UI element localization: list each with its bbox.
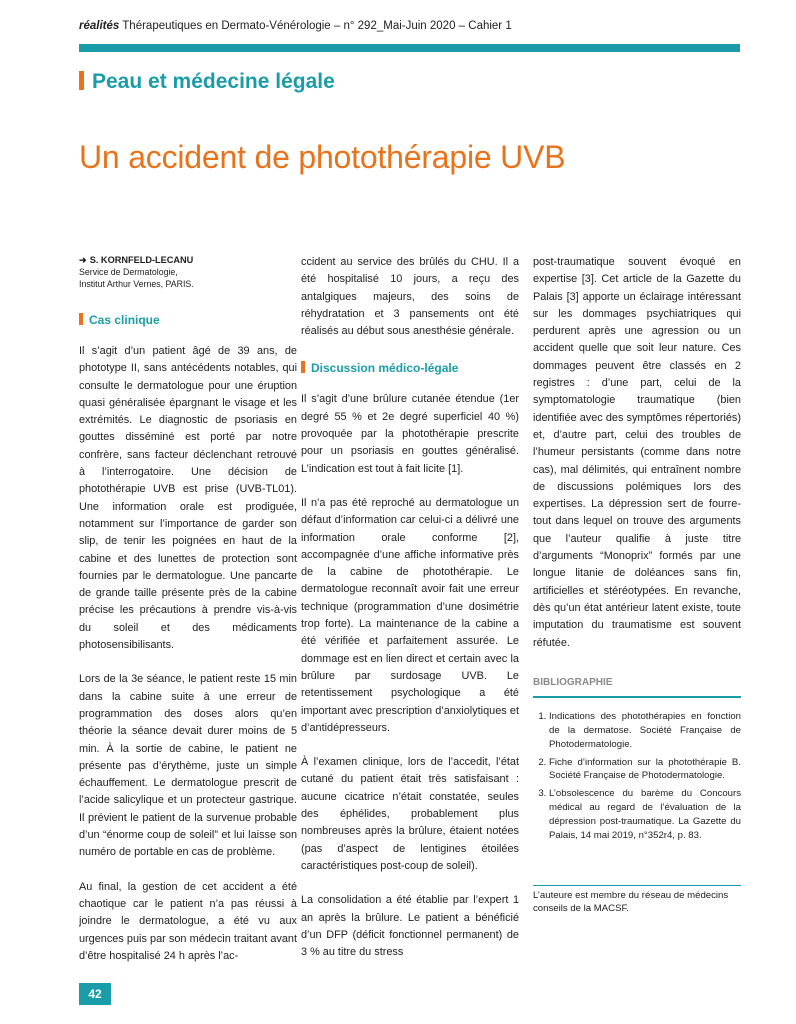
section-heading-discussion [301, 360, 519, 377]
column-3-spacer: post-traumatique souvent évoqué en expertise [3]. Cet article de la Gazette du Palais [3] apporte un éclairage intéressant sur les dommages psychiatriques qui perdurent après une agression ou un accident quelle que soit leur nature. Ces dommages peuvent être classés en 2 registres : d’une part, celui de la symptomatologie traumatique (bien identifiée avec des symptômes répertoriés) et, d’autre part, celui des troubles de l’humeur persistants (comme dans notre cas), mal délimités, qui entraînent nombre de discussions polémiques lors des expertises. La dépression sert de fourre-tout dans lequel on trouve des arguments que l’auteur qualifie à juste titre d’arguments “Monoprix” formés par une longue litanie de doléances sans fin, artificielles et stéréotypées. En revanche, dès qu’un état antérieur latent existe, toute imputation du traumatisme est souvent réfutée. [533, 256, 741, 649]
paragraph: Il s’agit d’un patient âgé de 39 ans, de phototype II, sans antécédents notables, qui consulte le dermatologue pour une éruption quasi généralisée épargnant le visage et les extrémités. Le diagnostic de psoriasis en gouttes disséminé est porté par notre confrère, sans facteur déclenchant retrouvé à l’interrogatoire. Une décision de photothérapie UVB est prise (UVB-TL01). Une information orale est prodiguée, notamment sur l’importance de garder son slip, de tenir les poignées en haut de la cabine et des lunettes de protection sont fournies par le dermatologue. Une pancarte de grande taille présente près de la cabine précise les précautions à prendre vis-à-vis du soleil et des médicaments photosensibilisants. [79, 345, 297, 652]
column-1 [79, 254, 297, 982]
paragraph: Lors de la 3e séance, le patient reste 15 min dans la cabine suite à une erreur de programmation des doses alors qu’en théorie la séance devait durer moins de 5 min. À la sortie de cabine, le patient ne présente pas d’érythème, juste un simple échauffement. Le dermatologue prescrit de l’acide salicylique et un protecteur gastrique. Il prévient le patient de la survenue probable d’un “énorme coup de soleil” et lui laisse son numéro de portable en cas de problème. [79, 673, 297, 859]
running-header [79, 20, 512, 32]
orange-square-icon [301, 361, 305, 373]
author [79, 254, 297, 266]
header-rule [79, 44, 740, 52]
paragraph: Au final, la gestion de cet accident a été chaotique car le patient n’a pas réussi à joindre le dermatologue, a été vu aux urgences puis par son médecin traitant avant d’être hospitalisé 24 h après l’ac- [79, 880, 297, 962]
author-footnote: L’auteure est membre du réseau de médecins conseils de la MACSF. [533, 885, 741, 915]
author-affiliation [79, 266, 297, 290]
arrow-right-icon: ➜ [79, 255, 87, 265]
rubric-heading [79, 70, 335, 94]
journal-issue: Thérapeutiques en Dermato-Vénérologie – n° 292_Mai-Juin 2020 – Cahier 1 [122, 20, 512, 32]
section-heading-label: Discussion médico-légale [311, 361, 459, 376]
column-3 [533, 254, 741, 846]
article-title: Un accident de photothérapie UVB [79, 139, 566, 175]
bibliography-heading: BIBLIOGRAPHIE [533, 674, 741, 698]
bibliography [533, 674, 741, 842]
paragraph: Il s’agit d’une brûlure cutanée étendue (1er degré 55 % et 2e degré superficiel 40 %) provoquée par la photothérapie prescrite pour un psoriasis en gouttes généralisé. L’indication est tout à fait licite [1]. [301, 393, 519, 475]
orange-square-icon [79, 71, 84, 90]
paragraph: La consolidation a été établie par l’expert 1 an après la brûlure. Le patient a bénéficié d’un DFP (déficit fonctionnel permanent) de 3 % au titre du stress [301, 894, 519, 959]
paragraph: Il n’a pas été reproché au dermatologue un défaut d’information car celui-ci a délivré une information orale conforme [2], accompagnée d’une affiche informative près de la cabine de photothérapie. Le dermatologue reconnaît avoir fait une erreur technique (programmation d’une dosimétrie trop forte). La maintenance de la cabine a été vérifiée et parfaitement assurée. Le dommage est en lien direct et certain avec la brûlure par surdosage UVB. Le retentissement psychologique a été important avec prescription d’anxiolytiques et d’antidépresseurs. [301, 496, 519, 734]
author-name: S. KORNFELD-LECANU [89, 255, 194, 265]
journal-brand: réalités [79, 20, 120, 32]
affiliation-line-2: Institut Arthur Vernes, PARIS. [79, 279, 194, 289]
affiliation-line-1: Service de Dermatologie, [79, 267, 178, 277]
column-2-spacer: ccident au service des brûlés du CHU. Il a été hospitalisé 10 jours, a reçu des antalgiques majeurs, des soins de réhydratation et 3 pansements ont été réalisés au début sous anesthésie générale. [301, 256, 519, 338]
bibliography-item: 2. Fiche d’information sur la photothérapie B. Société Française de Photodermatologie. [549, 756, 741, 784]
page-number: 42 [79, 983, 111, 1005]
paragraph: À l’examen clinique, lors de l’accedit, l’état cutané du patient était très satisfaisant : aucune cicatrice n’était constatée, seules des éphélides, probablement plus nombreuses après la brûlure, étaient notées (pas d’aspect de lentigines étoilées caractéristiques post-coup de soleil). [301, 756, 519, 872]
bibliography-list [533, 710, 741, 842]
rubric-label: Peau et médecine légale [92, 70, 335, 93]
orange-square-icon [79, 313, 83, 325]
column-2 [301, 254, 519, 978]
section-heading-cas-clinique [79, 312, 297, 329]
section-heading-label: Cas clinique [89, 313, 160, 327]
bibliography-item: 3. L’obsolescence du barème du Concours médical au regard de l’évaluation de la dépression post-traumatique. La Gazette du Palais, 14 mai 2019, n°352r4, p. 83. [549, 787, 741, 842]
bibliography-item: 1. Indications des photothérapies en fonction de la dermatose. Société Française de Photodermatologie. [549, 710, 741, 751]
